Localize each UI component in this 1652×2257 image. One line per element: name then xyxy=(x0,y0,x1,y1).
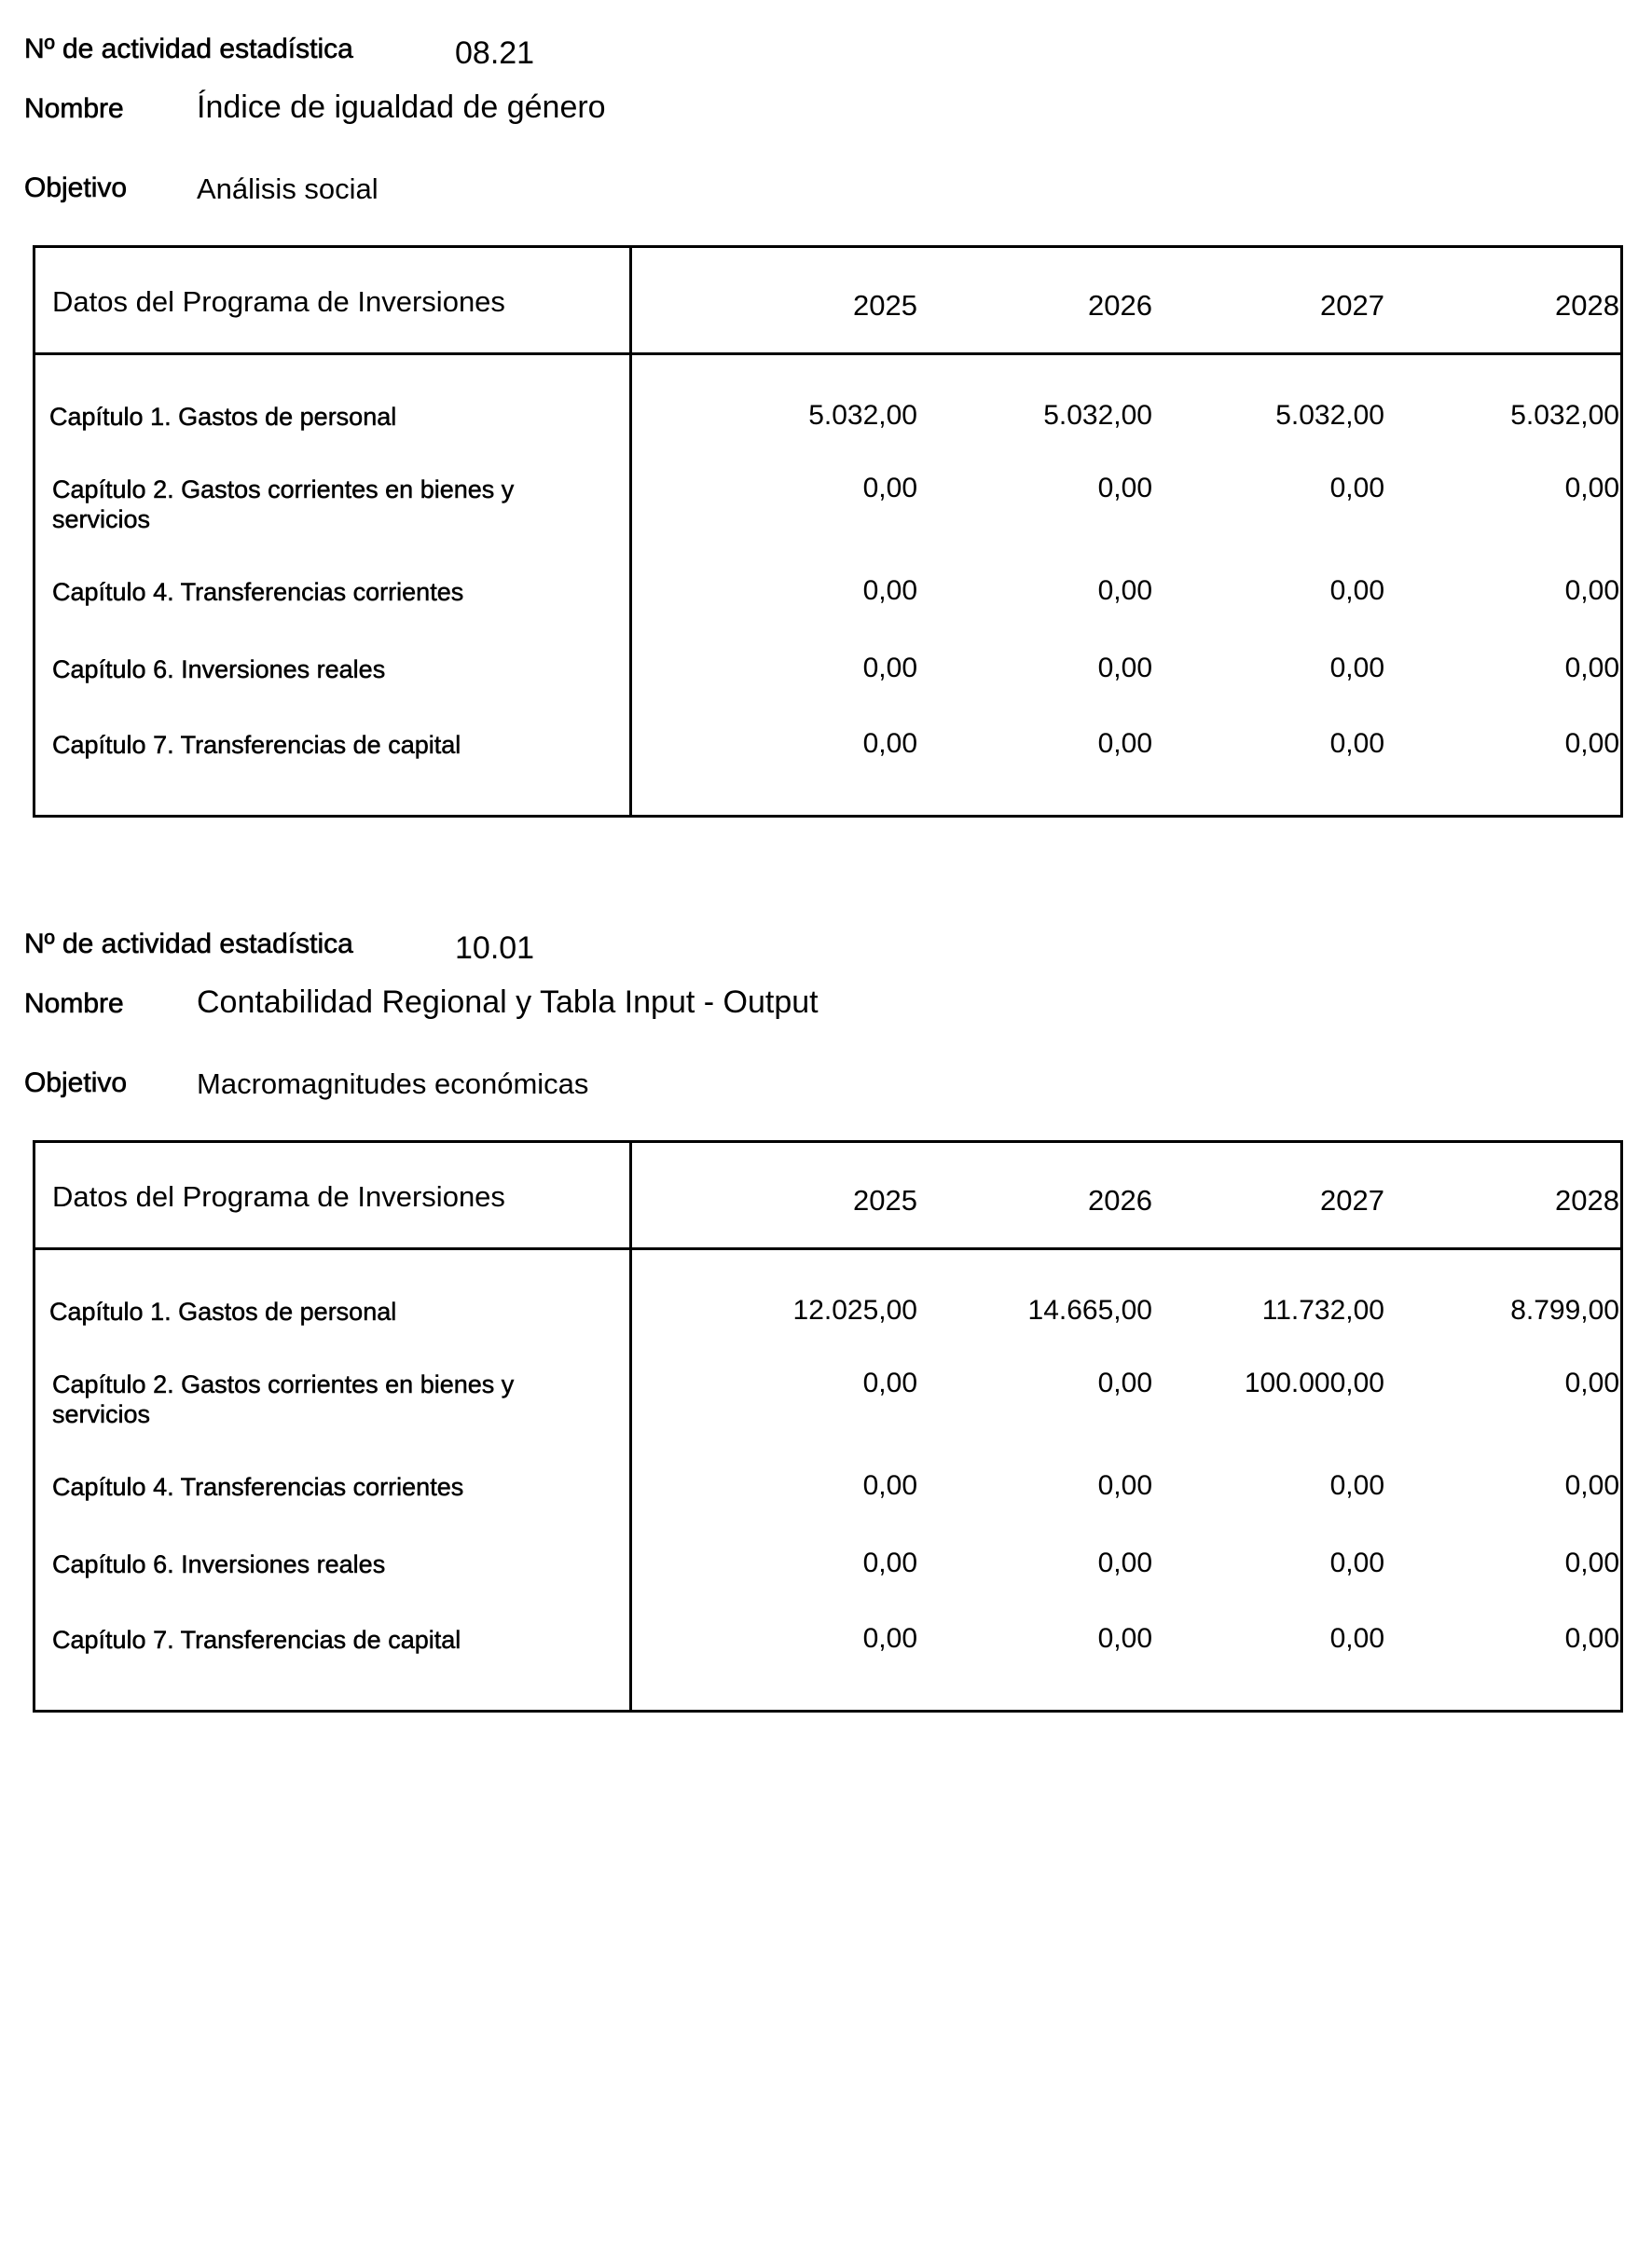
activity-section-2 xyxy=(0,895,1652,1790)
year-header: 2025 xyxy=(853,289,917,322)
name-label: Nombre xyxy=(24,93,124,124)
table-cell: 14.665,00 xyxy=(1027,1295,1152,1326)
table-cell: 0,00 xyxy=(1564,653,1619,683)
table-cell: 0,00 xyxy=(1564,473,1619,503)
table-cell: 0,00 xyxy=(862,1368,917,1398)
year-header: 2025 xyxy=(853,1184,917,1217)
investment-table xyxy=(33,245,1623,818)
row-label: Capítulo 7. Transferencias de capital xyxy=(52,1626,461,1654)
table-cell: 5.032,00 xyxy=(1043,400,1152,431)
table-cell: 8.799,00 xyxy=(1510,1295,1619,1326)
objective-label: Objetivo xyxy=(24,172,128,203)
table-cell: 0,00 xyxy=(862,728,917,759)
table-cell: 0,00 xyxy=(1097,1470,1152,1501)
name-value: Índice de igualdad de género xyxy=(197,89,606,125)
activity-number-label: Nº de actividad estadística xyxy=(24,929,353,959)
objective-value: Análisis social xyxy=(197,172,379,205)
table-cell: 0,00 xyxy=(862,1623,917,1654)
year-header: 2028 xyxy=(1555,1184,1619,1217)
activity-number-label: Nº de actividad estadística xyxy=(24,34,353,64)
table-divider-vertical xyxy=(629,1143,632,1710)
row-label: Capítulo 2. Gastos corrientes en bienes y servicios xyxy=(52,475,515,533)
table-cell: 0,00 xyxy=(1564,1623,1619,1654)
row-label: Capítulo 4. Transferencias corrientes xyxy=(52,578,464,606)
activity-number-value: 08.21 xyxy=(455,35,535,71)
table-divider-vertical xyxy=(629,248,632,815)
table-cell: 0,00 xyxy=(1564,575,1619,606)
table-cell: 0,00 xyxy=(1329,1548,1384,1578)
row-label: Capítulo 4. Transferencias corrientes xyxy=(52,1473,464,1501)
table-cell: 0,00 xyxy=(1329,473,1384,503)
row-label: Capítulo 1. Gastos de personal xyxy=(49,403,397,431)
table-cell: 0,00 xyxy=(1329,1623,1384,1654)
table-cell: 0,00 xyxy=(862,653,917,683)
table-cell: 0,00 xyxy=(1329,653,1384,683)
table-cell: 0,00 xyxy=(1329,575,1384,606)
table-cell: 0,00 xyxy=(1564,1470,1619,1501)
table-cell: 0,00 xyxy=(1097,728,1152,759)
table-cell: 0,00 xyxy=(1329,728,1384,759)
year-header: 2026 xyxy=(1088,289,1152,322)
table-cell: 11.732,00 xyxy=(1261,1295,1384,1326)
year-header: 2026 xyxy=(1088,1184,1152,1217)
table-cell: 0,00 xyxy=(1097,1548,1152,1578)
table-cell: 0,00 xyxy=(862,473,917,503)
table-header-label: Datos del Programa de Inversiones xyxy=(52,285,505,318)
row-label: Capítulo 6. Inversiones reales xyxy=(52,655,386,683)
table-cell: 100.000,00 xyxy=(1244,1368,1384,1398)
table-cell: 0,00 xyxy=(1097,1623,1152,1654)
activity-section-1 xyxy=(0,0,1652,895)
table-cell: 0,00 xyxy=(1564,1368,1619,1398)
table-cell: 5.032,00 xyxy=(808,400,917,431)
row-label: Capítulo 1. Gastos de personal xyxy=(49,1298,397,1326)
table-cell: 0,00 xyxy=(862,1548,917,1578)
table-cell: 0,00 xyxy=(1564,728,1619,759)
row-label: Capítulo 2. Gastos corrientes en bienes y servicios xyxy=(52,1370,515,1428)
table-cell: 12.025,00 xyxy=(792,1295,917,1326)
year-header: 2028 xyxy=(1555,289,1619,322)
table-cell: 5.032,00 xyxy=(1275,400,1384,431)
activity-number-value: 10.01 xyxy=(455,930,535,966)
investment-table xyxy=(33,1140,1623,1713)
table-cell: 0,00 xyxy=(862,575,917,606)
table-cell: 0,00 xyxy=(1097,653,1152,683)
table-cell: 0,00 xyxy=(1564,1548,1619,1578)
name-value: Contabilidad Regional y Tabla Input - Output xyxy=(197,984,819,1020)
table-cell: 5.032,00 xyxy=(1510,400,1619,431)
row-label: Capítulo 6. Inversiones reales xyxy=(52,1550,386,1578)
year-header: 2027 xyxy=(1320,1184,1384,1217)
name-label: Nombre xyxy=(24,988,124,1019)
table-header-label: Datos del Programa de Inversiones xyxy=(52,1180,505,1213)
table-cell: 0,00 xyxy=(862,1470,917,1501)
table-cell: 0,00 xyxy=(1329,1470,1384,1501)
objective-label: Objetivo xyxy=(24,1067,128,1098)
year-header: 2027 xyxy=(1320,289,1384,322)
table-cell: 0,00 xyxy=(1097,473,1152,503)
table-cell: 0,00 xyxy=(1097,575,1152,606)
objective-value: Macromagnitudes económicas xyxy=(197,1067,589,1100)
table-cell: 0,00 xyxy=(1097,1368,1152,1398)
row-label: Capítulo 7. Transferencias de capital xyxy=(52,731,461,759)
table-divider-horizontal xyxy=(35,1247,1620,1250)
table-divider-horizontal xyxy=(35,352,1620,355)
